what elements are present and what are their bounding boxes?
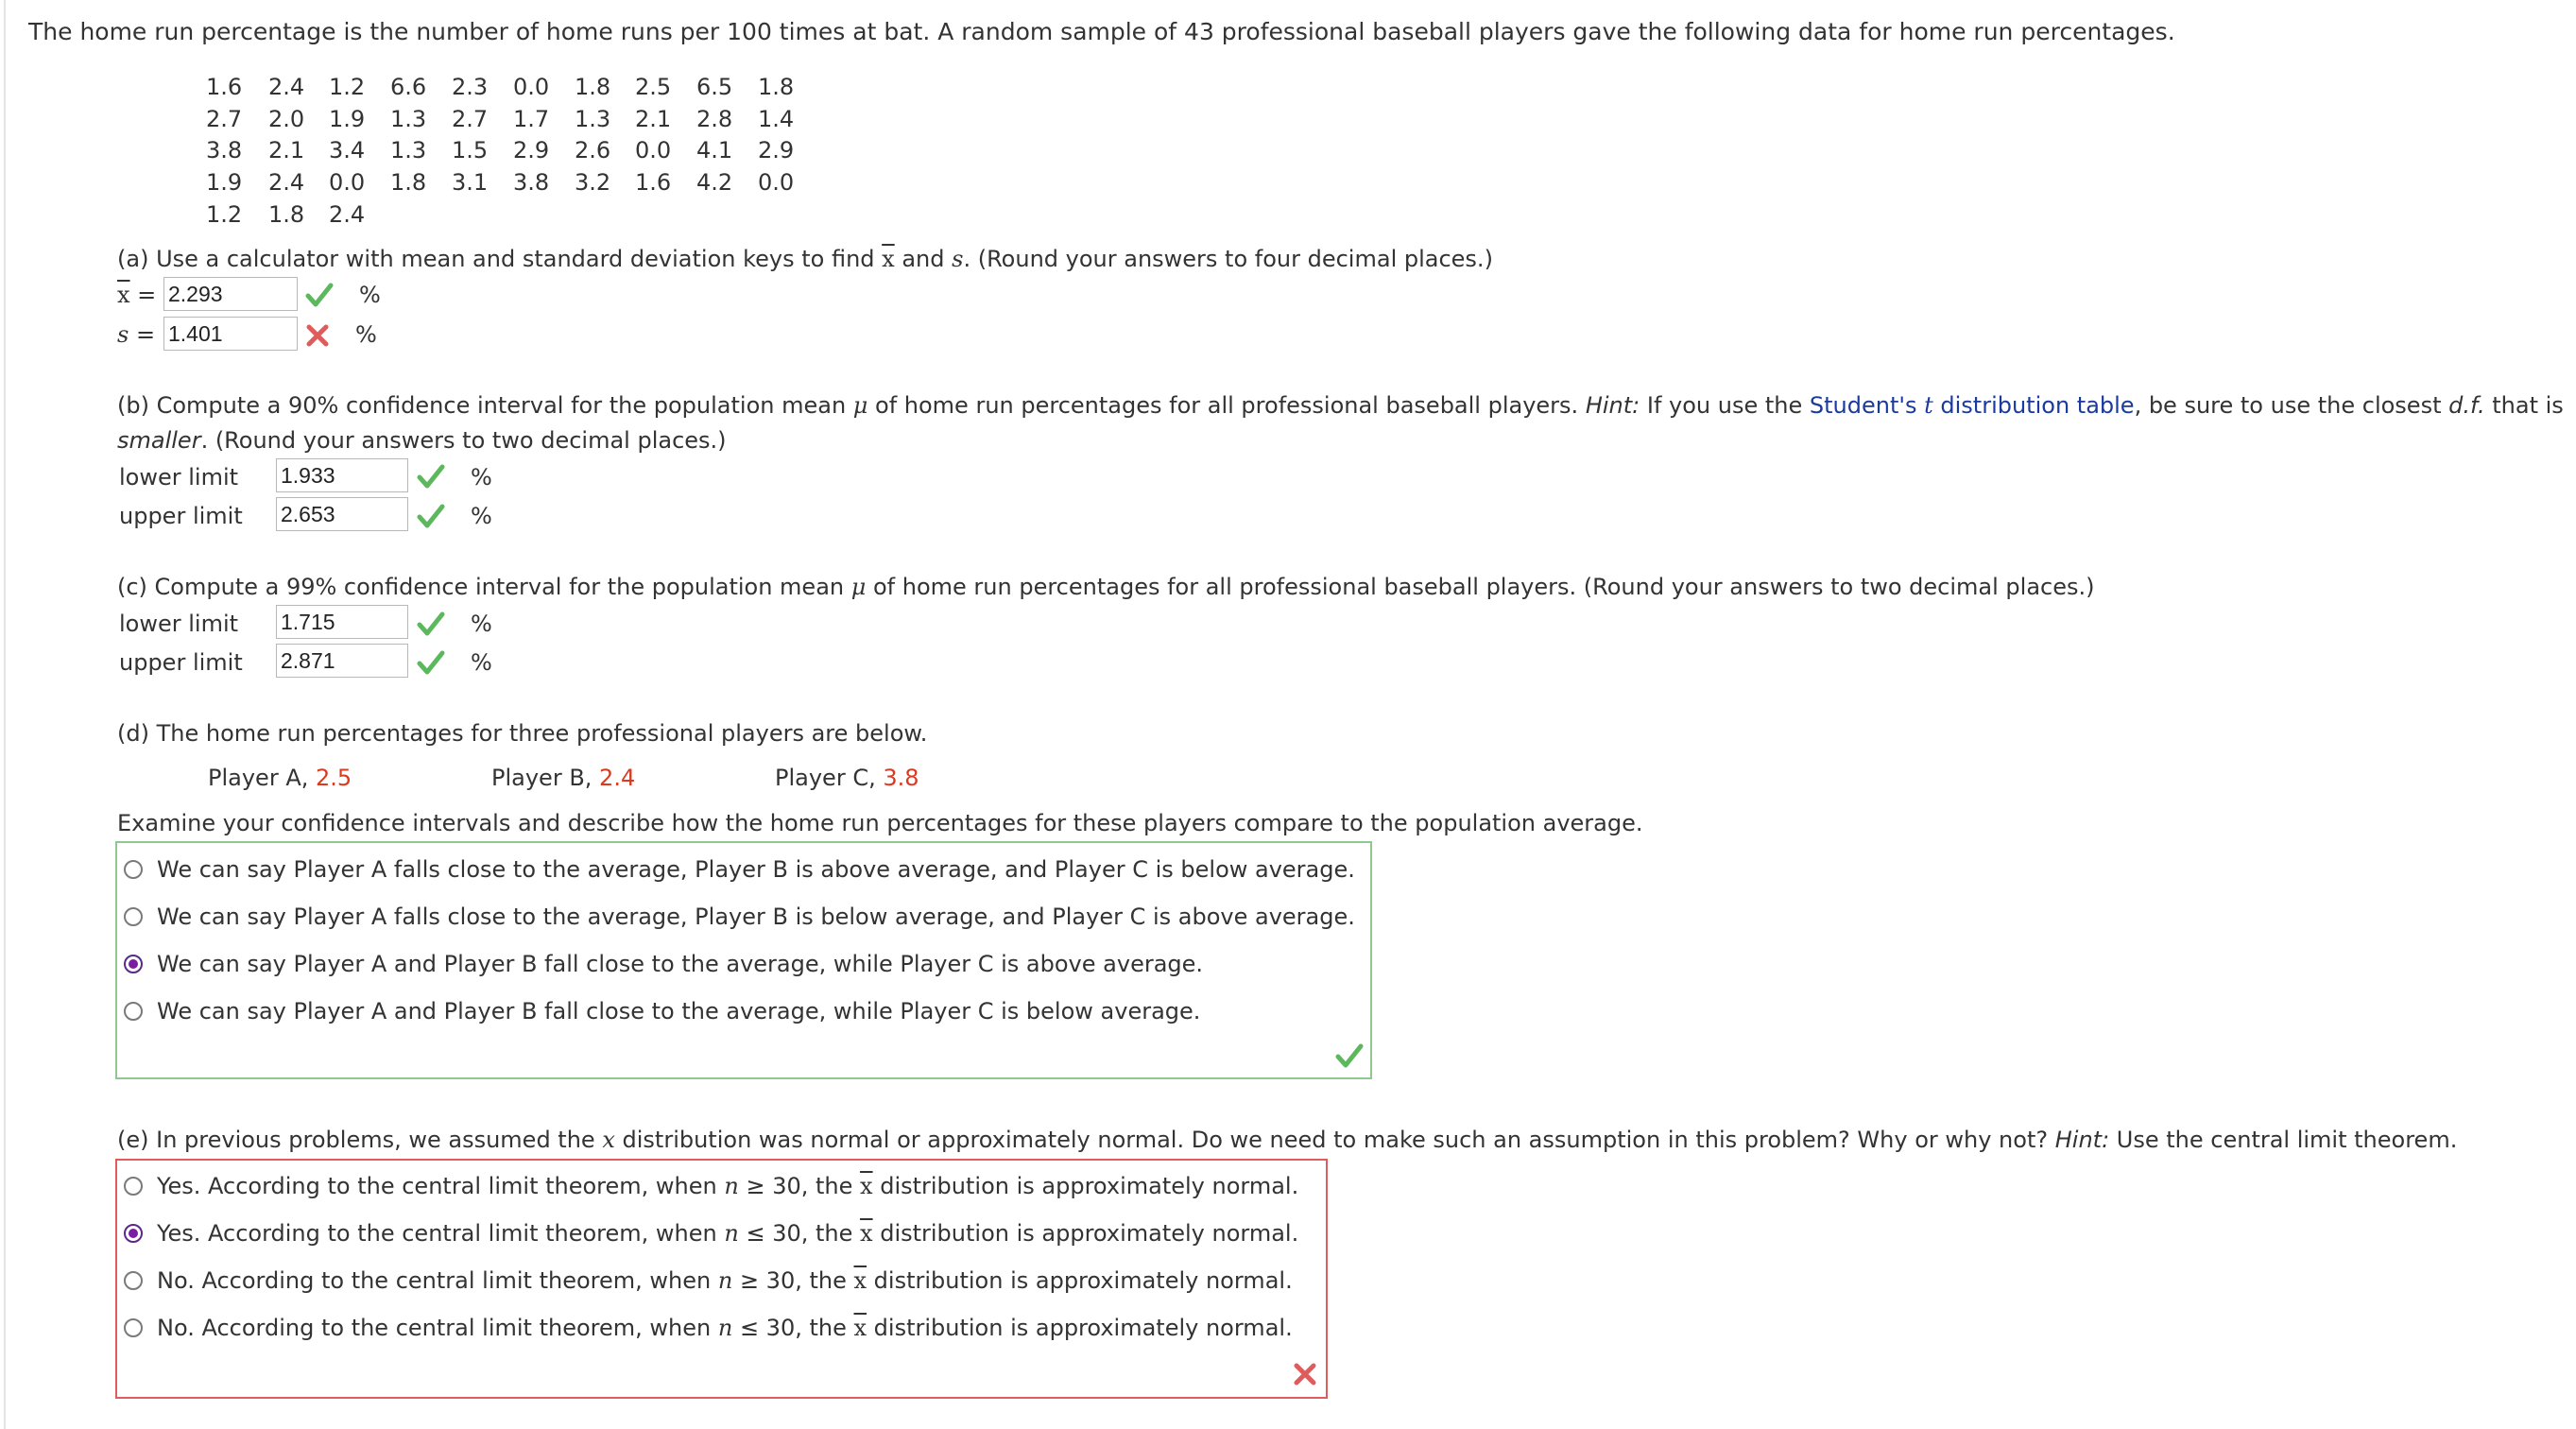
data-cell: 2.8 [696, 106, 733, 132]
b-upper-label: upper limit [119, 503, 243, 529]
radio-button[interactable] [124, 907, 143, 926]
c-upper-input[interactable]: 2.871 [276, 644, 408, 678]
data-cell: 2.5 [635, 74, 672, 100]
option-label: We can say Player A falls close to the average, Player B is below average, and Player C is above average. [157, 904, 1355, 930]
t-distribution-table-link[interactable]: Student's t distribution table [1809, 392, 2135, 419]
player-b: Player B, 2.4 [491, 765, 636, 791]
data-cell: 0.0 [329, 169, 366, 196]
intro-text: The home run percentage is the number of home runs per 100 times at bat. A random sample of 43 professional baseball players gave the following data for home run percentages. [28, 18, 2175, 45]
data-cell: 1.8 [575, 74, 611, 100]
data-cell: 1.5 [452, 137, 489, 164]
s-input[interactable]: 1.401 [163, 317, 298, 351]
data-cell: 2.7 [206, 106, 243, 132]
data-cell: 2.1 [635, 106, 672, 132]
data-cell: 1.3 [575, 106, 611, 132]
option-label: We can say Player A falls close to the average, Player B is above average, and Player C is below average. [157, 856, 1355, 883]
data-cell: 0.0 [758, 169, 795, 196]
c-upper-unit: % [471, 649, 492, 676]
xbar-label: $\overline{x}$ = [117, 282, 157, 308]
data-cell: 2.1 [268, 137, 305, 164]
x-mark-icon [1293, 1362, 1317, 1386]
part-c-prompt: (c) Compute a 99% confidence interval for the population mean μ of home run percentages for all professional baseball players. (Round your answers to two decimal places.) [117, 574, 2095, 600]
player-c: Player C, 3.8 [775, 765, 919, 791]
radio-button[interactable] [124, 1224, 143, 1243]
part-b-prompt-line2: smaller. (Round your answers to two decimal places.) [117, 427, 727, 454]
radio-button[interactable] [124, 1271, 143, 1290]
b-lower-unit: % [471, 464, 492, 491]
data-cell: 3.4 [329, 137, 366, 164]
data-cell: 3.1 [452, 169, 489, 196]
check-icon [305, 282, 334, 308]
check-icon [417, 503, 445, 529]
xbar-unit: % [359, 282, 381, 308]
check-icon [417, 649, 445, 676]
b-lower-label: lower limit [119, 464, 239, 491]
xbar-input[interactable]: 2.293 [163, 277, 298, 311]
radio-button[interactable] [124, 1177, 143, 1196]
data-cell: 0.0 [635, 137, 672, 164]
data-cell: 1.7 [513, 106, 550, 132]
b-upper-input[interactable]: 2.653 [276, 497, 408, 531]
part-e-prompt: (e) In previous problems, we assumed the x distribution was normal or approximately normal. Do we need to make such an assumption in this problem? Why or why not? Hint: Use the central limit theorem. [117, 1127, 2458, 1153]
data-cell: 1.2 [206, 201, 243, 228]
option-label: Yes. According to the central limit theorem, when n ≤ 30, the $\overline{x}$ distribution is approximately normal. [157, 1220, 1299, 1247]
c-upper-label: upper limit [119, 649, 243, 676]
data-cell: 1.3 [390, 137, 427, 164]
data-cell: 6.6 [390, 74, 427, 100]
data-cell: 0.0 [513, 74, 550, 100]
radio-button[interactable] [124, 1318, 143, 1337]
data-cell: 1.8 [390, 169, 427, 196]
data-cell: 1.8 [758, 74, 795, 100]
data-cell: 1.9 [206, 169, 243, 196]
data-cell: 1.8 [268, 201, 305, 228]
radio-button[interactable] [124, 955, 143, 973]
check-icon [1335, 1042, 1364, 1069]
data-cell: 2.4 [268, 74, 305, 100]
part-d-question: Examine your confidence intervals and describe how the home run percentages for these players compare to the population average. [117, 810, 1643, 836]
part-d-prompt: (d) The home run percentages for three professional players are below. [117, 720, 928, 747]
b-lower-input[interactable]: 1.933 [276, 458, 408, 492]
player-a: Player A, 2.5 [208, 765, 352, 791]
data-cell: 3.8 [206, 137, 243, 164]
part-a-prompt: (a) Use a calculator with mean and standard deviation keys to find $\overline{x}$ and s. (Round your answers to four decimal places.) [117, 246, 1493, 272]
data-cell: 1.4 [758, 106, 795, 132]
data-cell: 1.6 [206, 74, 243, 100]
data-cell: 3.8 [513, 169, 550, 196]
data-cell: 3.2 [575, 169, 611, 196]
data-cell: 1.9 [329, 106, 366, 132]
data-cell: 1.6 [635, 169, 672, 196]
c-lower-unit: % [471, 611, 492, 637]
data-cell: 2.4 [329, 201, 366, 228]
check-icon [417, 611, 445, 637]
option-label: We can say Player A and Player B fall close to the average, while Player C is above average. [157, 951, 1204, 977]
data-cell: 4.2 [696, 169, 733, 196]
data-cell: 2.4 [268, 169, 305, 196]
radio-button[interactable] [124, 1002, 143, 1021]
data-cell: 1.2 [329, 74, 366, 100]
s-label: s = [117, 321, 156, 348]
data-cell: 2.0 [268, 106, 305, 132]
s-unit: % [355, 321, 377, 348]
data-cell: 1.3 [390, 106, 427, 132]
b-upper-unit: % [471, 503, 492, 529]
option-label: No. According to the central limit theorem, when n ≤ 30, the $\overline{x}$ distribution is approximately normal. [157, 1315, 1293, 1341]
data-cell: 2.9 [758, 137, 795, 164]
c-lower-input[interactable]: 1.715 [276, 605, 408, 639]
c-lower-label: lower limit [119, 611, 239, 637]
option-label: Yes. According to the central limit theorem, when n ≥ 30, the $\overline{x}$ distribution is approximately normal. [157, 1173, 1299, 1199]
data-cell: 2.7 [452, 106, 489, 132]
option-label: No. According to the central limit theorem, when n ≥ 30, the $\overline{x}$ distribution is approximately normal. [157, 1267, 1293, 1294]
data-cell: 4.1 [696, 137, 733, 164]
data-cell: 6.5 [696, 74, 733, 100]
part-b-prompt-line1: (b) Compute a 90% confidence interval for the population mean μ of home run percentages for all professional baseball players. Hint: If you use the Student's t distribution table, be sure to use the closest d.f. that is [117, 392, 2564, 419]
check-icon [417, 463, 445, 490]
x-mark-icon [305, 323, 330, 348]
radio-button[interactable] [124, 860, 143, 879]
data-cell: 2.9 [513, 137, 550, 164]
data-cell: 2.3 [452, 74, 489, 100]
data-cell: 2.6 [575, 137, 611, 164]
option-label: We can say Player A and Player B fall close to the average, while Player C is below average. [157, 998, 1201, 1024]
